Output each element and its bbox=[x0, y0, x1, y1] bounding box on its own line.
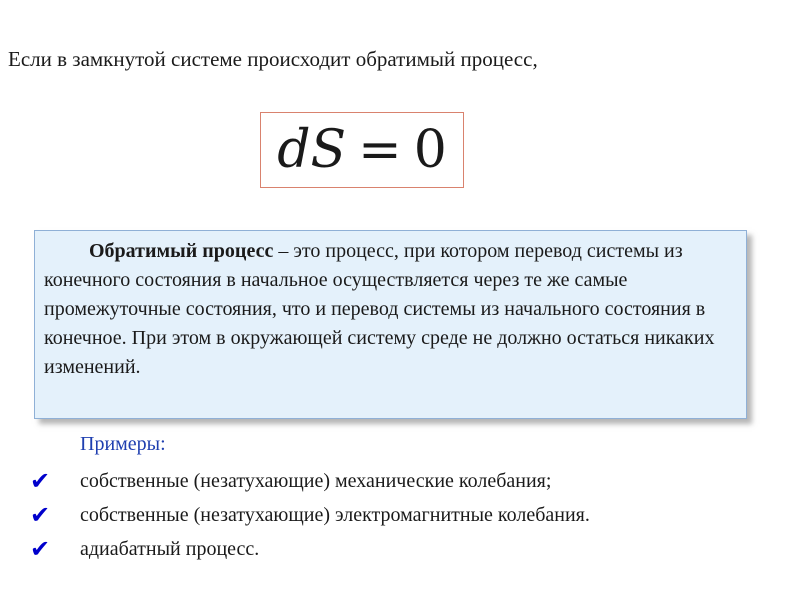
list-item bbox=[30, 498, 590, 532]
definition-term: Обратимый процесс bbox=[89, 240, 274, 262]
entropy-formula bbox=[277, 120, 447, 180]
definition-box bbox=[34, 230, 747, 419]
check-mark-icon: ✔ bbox=[30, 467, 51, 495]
formula-lhs: dS bbox=[277, 120, 347, 180]
list-item bbox=[30, 464, 590, 498]
list-item bbox=[30, 532, 590, 566]
examples-list bbox=[30, 464, 590, 566]
example-text: адиабатный процесс. bbox=[80, 537, 260, 560]
formula-rhs: 0 bbox=[413, 120, 447, 180]
check-mark-icon: ✔ bbox=[30, 501, 51, 529]
definition-text: это процесс, при котором перевод системы из конечного состояния в начальное осуществляется через те же самые промежуточные состояния, что и перевод системы из начального состояния в конечное. При этом в окружающей систему среде не должно остаться никаких изменений. bbox=[44, 240, 715, 378]
intro-text: Если в замкнутой системе происходит обратимый процесс, bbox=[8, 47, 538, 71]
formula-equals: = bbox=[358, 120, 402, 180]
example-text: собственные (незатухающие) механические колебания; bbox=[80, 469, 552, 492]
formula-box bbox=[260, 112, 464, 188]
check-mark-icon: ✔ bbox=[30, 535, 51, 563]
example-text: собственные (незатухающие) электромагнитные колебания. bbox=[80, 503, 590, 526]
examples-label: Примеры: bbox=[80, 433, 166, 455]
definition-paragraph bbox=[44, 237, 738, 382]
definition-dash: – bbox=[273, 240, 294, 262]
